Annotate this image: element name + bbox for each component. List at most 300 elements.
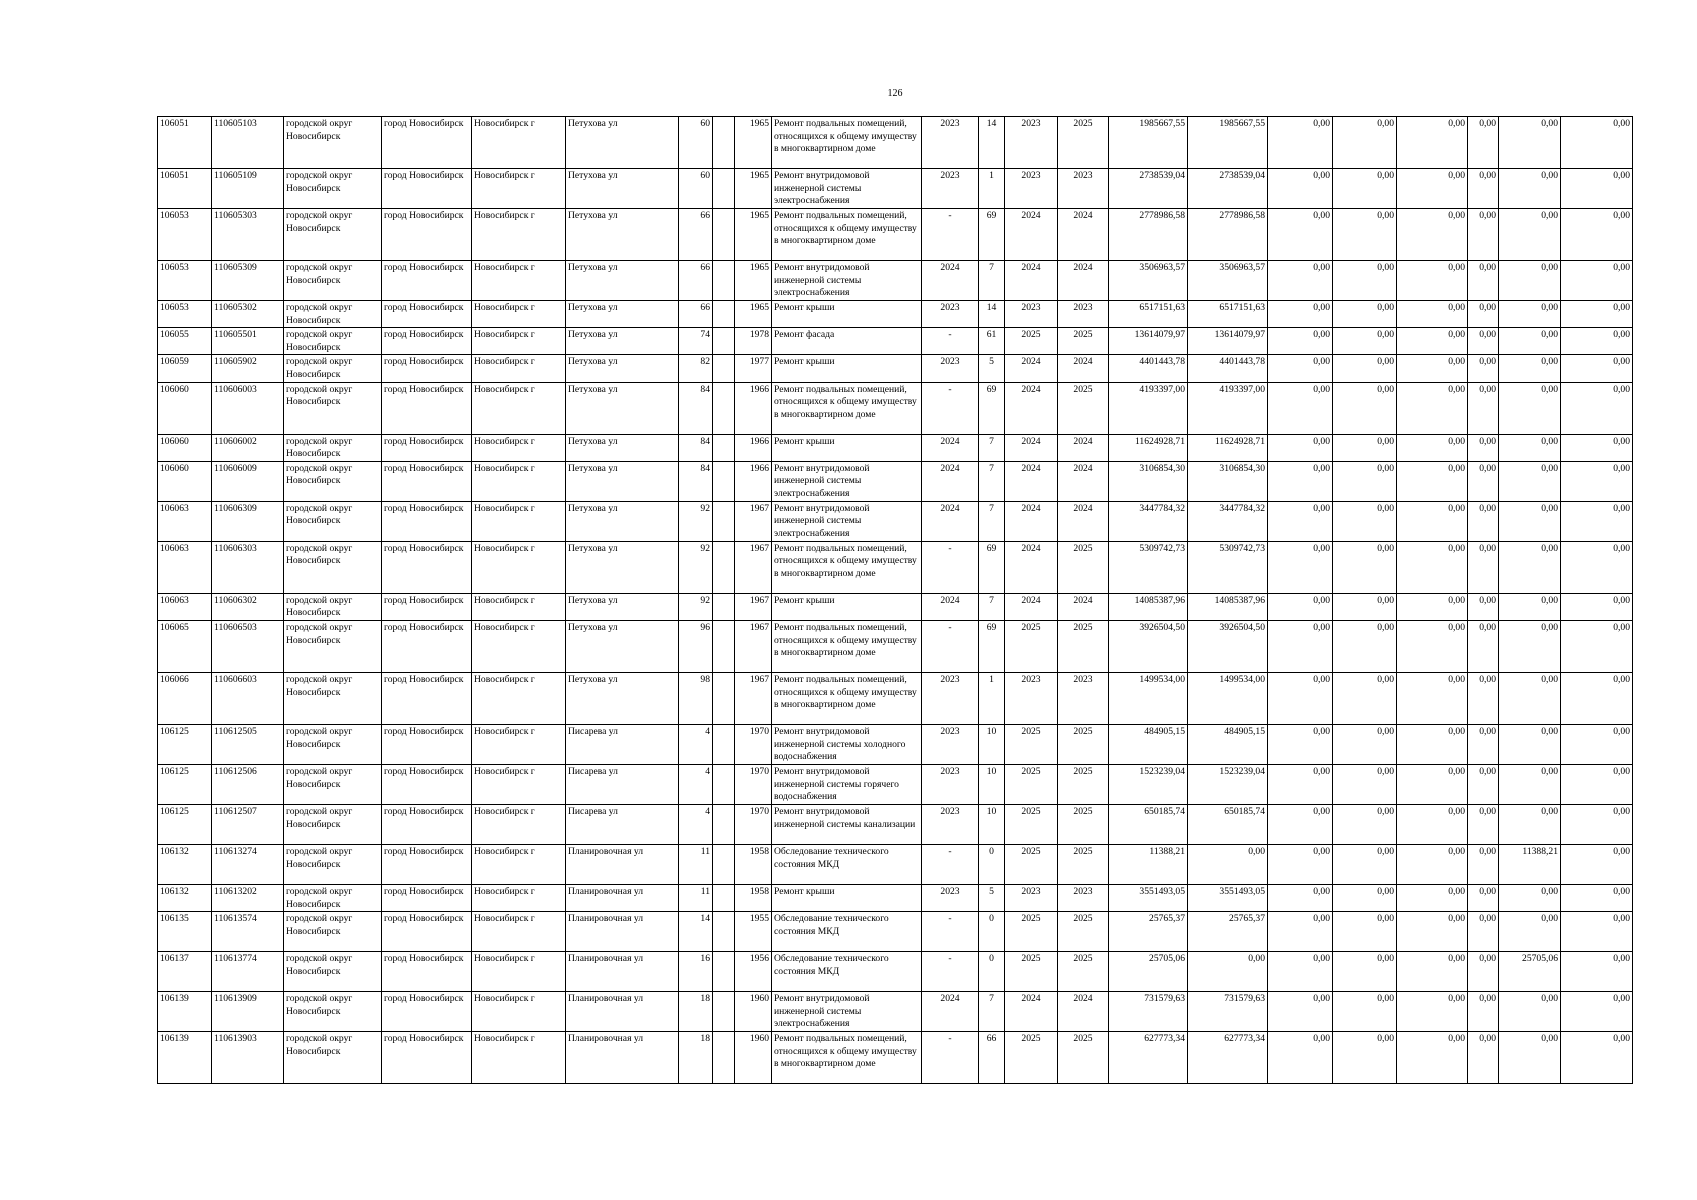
- cell-locality: Новосибирск г: [472, 328, 566, 355]
- cell-object-id: 106125: [158, 724, 212, 764]
- cell-funding-source-5: 0,00: [1499, 355, 1561, 382]
- cell-year-built: 1967: [735, 620, 772, 672]
- cell-work-code: 110605309: [212, 261, 284, 301]
- cell-street: Петухова ул: [566, 461, 679, 501]
- cell-settlement: город Новосибирск: [382, 434, 472, 461]
- cell-funding-source-3: 0,00: [1397, 209, 1468, 261]
- cell-work-type: Ремонт подвальных помещений, относящихся к общему имуществу в многоквартирном доме: [772, 620, 922, 672]
- cell-count: 10: [979, 804, 1005, 844]
- cell-funding-source-3: 0,00: [1397, 593, 1468, 620]
- cell-locality: Новосибирск г: [472, 1032, 566, 1084]
- cell-cost-owners: 484905,15: [1188, 724, 1268, 764]
- cell-year-built: 1965: [735, 169, 772, 209]
- cell-building: [713, 844, 735, 884]
- cell-funding-source-3: 0,00: [1397, 117, 1468, 169]
- cell-object-id: 106055: [158, 328, 212, 355]
- cell-funding-source-6: 0,00: [1561, 992, 1633, 1032]
- cell-funding-source-3: 0,00: [1397, 541, 1468, 593]
- cell-funding-source-4: 0,00: [1468, 952, 1499, 992]
- cell-work-code: 110613202: [212, 884, 284, 911]
- cell-funding-source-3: 0,00: [1397, 912, 1468, 952]
- cell-last-repair-year: 2023: [922, 301, 979, 328]
- cell-street: Петухова ул: [566, 169, 679, 209]
- cell-funding-source-4: 0,00: [1468, 261, 1499, 301]
- cell-funding-source-3: 0,00: [1397, 620, 1468, 672]
- cell-work-type: Ремонт подвальных помещений, относящихся к общему имуществу в многоквартирном доме: [772, 382, 922, 434]
- cell-house-number: 92: [679, 541, 713, 593]
- page-number: 126: [887, 88, 903, 99]
- cell-year-built: 1967: [735, 501, 772, 541]
- cell-street: Петухова ул: [566, 117, 679, 169]
- cell-street: Петухова ул: [566, 382, 679, 434]
- cell-settlement: город Новосибирск: [382, 804, 472, 844]
- cell-cost-owners: 627773,34: [1188, 1032, 1268, 1084]
- cell-funding-source-4: 0,00: [1468, 209, 1499, 261]
- cell-funding-source-5: 0,00: [1499, 992, 1561, 1032]
- cell-house-number: 84: [679, 434, 713, 461]
- cell-plan-end-year: 2024: [1058, 501, 1109, 541]
- cell-house-number: 66: [679, 261, 713, 301]
- cell-funding-source-4: 0,00: [1468, 355, 1499, 382]
- cell-object-id: 106063: [158, 501, 212, 541]
- cell-cost-total: 4193397,00: [1109, 382, 1188, 434]
- cell-funding-source-1: 0,00: [1268, 620, 1333, 672]
- cell-plan-start-year: 2025: [1005, 952, 1058, 992]
- cell-locality: Новосибирск г: [472, 355, 566, 382]
- cell-building: [713, 593, 735, 620]
- cell-year-built: 1966: [735, 461, 772, 501]
- cell-funding-source-3: 0,00: [1397, 501, 1468, 541]
- cell-year-built: 1967: [735, 541, 772, 593]
- cell-year-built: 1967: [735, 672, 772, 724]
- cell-street: Планировочная ул: [566, 912, 679, 952]
- cell-funding-source-6: 0,00: [1561, 461, 1633, 501]
- cell-building: [713, 764, 735, 804]
- table-row: [158, 804, 1633, 844]
- cell-work-type: Ремонт крыши: [772, 355, 922, 382]
- cell-work-code: 110605902: [212, 355, 284, 382]
- cell-funding-source-5: 0,00: [1499, 261, 1561, 301]
- cell-funding-source-6: 0,00: [1561, 501, 1633, 541]
- cell-locality: Новосибирск г: [472, 501, 566, 541]
- cell-locality: Новосибирск г: [472, 117, 566, 169]
- table-row: [158, 461, 1633, 501]
- cell-district: городской округ Новосибирск: [284, 1032, 382, 1084]
- cell-locality: Новосибирск г: [472, 434, 566, 461]
- cell-plan-end-year: 2025: [1058, 724, 1109, 764]
- cell-funding-source-4: 0,00: [1468, 434, 1499, 461]
- cell-cost-owners: 5309742,73: [1188, 541, 1268, 593]
- cell-cost-total: 4401443,78: [1109, 355, 1188, 382]
- cell-cost-total: 731579,63: [1109, 992, 1188, 1032]
- cell-plan-start-year: 2025: [1005, 620, 1058, 672]
- cell-funding-source-6: 0,00: [1561, 355, 1633, 382]
- cell-cost-total: 3447784,32: [1109, 501, 1188, 541]
- cell-cost-total: 1523239,04: [1109, 764, 1188, 804]
- cell-funding-source-5: 25705,06: [1499, 952, 1561, 992]
- cell-funding-source-5: 0,00: [1499, 209, 1561, 261]
- cell-year-built: 1966: [735, 382, 772, 434]
- cell-funding-source-6: 0,00: [1561, 328, 1633, 355]
- cell-house-number: 60: [679, 169, 713, 209]
- cell-last-repair-year: 2023: [922, 117, 979, 169]
- cell-house-number: 16: [679, 952, 713, 992]
- cell-funding-source-2: 0,00: [1333, 912, 1397, 952]
- cell-funding-source-1: 0,00: [1268, 764, 1333, 804]
- cell-funding-source-6: 0,00: [1561, 209, 1633, 261]
- cell-funding-source-4: 0,00: [1468, 541, 1499, 593]
- cell-work-type: Ремонт подвальных помещений, относящихся к общему имуществу в многоквартирном доме: [772, 672, 922, 724]
- cell-year-built: 1977: [735, 355, 772, 382]
- cell-funding-source-6: 0,00: [1561, 117, 1633, 169]
- table-row: [158, 301, 1633, 328]
- cell-funding-source-5: 0,00: [1499, 912, 1561, 952]
- cell-count: 69: [979, 209, 1005, 261]
- cell-funding-source-5: 0,00: [1499, 301, 1561, 328]
- table-row: [158, 593, 1633, 620]
- cell-settlement: город Новосибирск: [382, 1032, 472, 1084]
- cell-last-repair-year: 2024: [922, 434, 979, 461]
- cell-plan-end-year: 2025: [1058, 804, 1109, 844]
- cell-funding-source-2: 0,00: [1333, 501, 1397, 541]
- cell-house-number: 82: [679, 355, 713, 382]
- cell-funding-source-1: 0,00: [1268, 461, 1333, 501]
- cell-district: городской округ Новосибирск: [284, 804, 382, 844]
- cell-district: городской округ Новосибирск: [284, 672, 382, 724]
- cell-funding-source-4: 0,00: [1468, 764, 1499, 804]
- cell-plan-end-year: 2025: [1058, 764, 1109, 804]
- cell-work-type: Ремонт подвальных помещений, относящихся к общему имуществу в многоквартирном доме: [772, 117, 922, 169]
- cell-settlement: город Новосибирск: [382, 912, 472, 952]
- cell-street: Петухова ул: [566, 209, 679, 261]
- cell-work-type: Ремонт крыши: [772, 884, 922, 911]
- cell-count: 10: [979, 724, 1005, 764]
- cell-locality: Новосибирск г: [472, 912, 566, 952]
- cell-funding-source-1: 0,00: [1268, 724, 1333, 764]
- cell-locality: Новосибирск г: [472, 620, 566, 672]
- cell-funding-source-4: 0,00: [1468, 992, 1499, 1032]
- cell-funding-source-2: 0,00: [1333, 992, 1397, 1032]
- cell-plan-start-year: 2025: [1005, 804, 1058, 844]
- cell-house-number: 92: [679, 501, 713, 541]
- cell-funding-source-6: 0,00: [1561, 884, 1633, 911]
- cell-funding-source-1: 0,00: [1268, 117, 1333, 169]
- cell-locality: Новосибирск г: [472, 804, 566, 844]
- cell-settlement: город Новосибирск: [382, 301, 472, 328]
- cell-funding-source-2: 0,00: [1333, 328, 1397, 355]
- cell-last-repair-year: 2024: [922, 461, 979, 501]
- cell-count: 7: [979, 593, 1005, 620]
- cell-work-type: Обследование технического состояния МКД: [772, 844, 922, 884]
- cell-funding-source-1: 0,00: [1268, 261, 1333, 301]
- cell-funding-source-4: 0,00: [1468, 804, 1499, 844]
- cell-funding-source-2: 0,00: [1333, 541, 1397, 593]
- cell-funding-source-4: 0,00: [1468, 884, 1499, 911]
- cell-funding-source-1: 0,00: [1268, 593, 1333, 620]
- cell-last-repair-year: 2024: [922, 992, 979, 1032]
- cell-building: [713, 992, 735, 1032]
- cell-cost-total: 11624928,71: [1109, 434, 1188, 461]
- cell-street: Петухова ул: [566, 261, 679, 301]
- cell-funding-source-3: 0,00: [1397, 672, 1468, 724]
- cell-house-number: 11: [679, 884, 713, 911]
- cell-street: Планировочная ул: [566, 1032, 679, 1084]
- cell-district: городской округ Новосибирск: [284, 434, 382, 461]
- cell-street: Петухова ул: [566, 301, 679, 328]
- cell-building: [713, 434, 735, 461]
- cell-funding-source-4: 0,00: [1468, 620, 1499, 672]
- cell-funding-source-5: 11388,21: [1499, 844, 1561, 884]
- cell-street: Планировочная ул: [566, 844, 679, 884]
- cell-locality: Новосибирск г: [472, 209, 566, 261]
- cell-funding-source-6: 0,00: [1561, 301, 1633, 328]
- cell-plan-end-year: 2025: [1058, 382, 1109, 434]
- cell-plan-start-year: 2024: [1005, 593, 1058, 620]
- cell-object-id: 106132: [158, 844, 212, 884]
- cell-funding-source-5: 0,00: [1499, 764, 1561, 804]
- cell-plan-end-year: 2024: [1058, 593, 1109, 620]
- table-row: [158, 992, 1633, 1032]
- cell-funding-source-6: 0,00: [1561, 541, 1633, 593]
- table-row: [158, 541, 1633, 593]
- cell-cost-owners: 6517151,63: [1188, 301, 1268, 328]
- cell-funding-source-3: 0,00: [1397, 169, 1468, 209]
- cell-object-id: 106059: [158, 355, 212, 382]
- cell-street: Петухова ул: [566, 593, 679, 620]
- cell-plan-end-year: 2023: [1058, 169, 1109, 209]
- cell-cost-owners: 650185,74: [1188, 804, 1268, 844]
- cell-settlement: город Новосибирск: [382, 593, 472, 620]
- cell-funding-source-3: 0,00: [1397, 261, 1468, 301]
- cell-funding-source-4: 0,00: [1468, 724, 1499, 764]
- cell-funding-source-6: 0,00: [1561, 952, 1633, 992]
- cell-house-number: 18: [679, 992, 713, 1032]
- cell-cost-owners: 13614079,97: [1188, 328, 1268, 355]
- cell-building: [713, 912, 735, 952]
- cell-plan-start-year: 2025: [1005, 328, 1058, 355]
- cell-work-code: 110613574: [212, 912, 284, 952]
- table-row: [158, 764, 1633, 804]
- cell-plan-end-year: 2025: [1058, 844, 1109, 884]
- cell-work-type: Ремонт крыши: [772, 593, 922, 620]
- cell-funding-source-2: 0,00: [1333, 461, 1397, 501]
- cell-locality: Новосибирск г: [472, 844, 566, 884]
- cell-work-type: Ремонт внутридомовой инженерной системы электроснабжения: [772, 501, 922, 541]
- table-row: [158, 912, 1633, 952]
- cell-cost-total: 3506963,57: [1109, 261, 1188, 301]
- cell-funding-source-2: 0,00: [1333, 672, 1397, 724]
- cell-work-code: 110606003: [212, 382, 284, 434]
- cell-count: 0: [979, 844, 1005, 884]
- cell-house-number: 84: [679, 461, 713, 501]
- cell-cost-total: 1985667,55: [1109, 117, 1188, 169]
- cell-work-type: Ремонт внутридомовой инженерной системы электроснабжения: [772, 169, 922, 209]
- cell-object-id: 106132: [158, 884, 212, 911]
- cell-count: 7: [979, 992, 1005, 1032]
- cell-object-id: 106063: [158, 593, 212, 620]
- cell-funding-source-5: 0,00: [1499, 461, 1561, 501]
- cell-funding-source-2: 0,00: [1333, 724, 1397, 764]
- cell-house-number: 60: [679, 117, 713, 169]
- cell-settlement: город Новосибирск: [382, 541, 472, 593]
- cell-funding-source-1: 0,00: [1268, 912, 1333, 952]
- cell-cost-owners: 0,00: [1188, 952, 1268, 992]
- cell-plan-end-year: 2025: [1058, 620, 1109, 672]
- cell-building: [713, 328, 735, 355]
- cell-year-built: 1958: [735, 844, 772, 884]
- cell-house-number: 66: [679, 209, 713, 261]
- cell-funding-source-2: 0,00: [1333, 884, 1397, 911]
- cell-work-type: Ремонт подвальных помещений, относящихся к общему имуществу в многоквартирном доме: [772, 541, 922, 593]
- table-row: [158, 261, 1633, 301]
- cell-object-id: 106125: [158, 764, 212, 804]
- cell-house-number: 18: [679, 1032, 713, 1084]
- cell-house-number: 84: [679, 382, 713, 434]
- cell-funding-source-4: 0,00: [1468, 117, 1499, 169]
- cell-plan-end-year: 2025: [1058, 1032, 1109, 1084]
- cell-work-code: 110613274: [212, 844, 284, 884]
- cell-work-type: Ремонт внутридомовой инженерной системы электроснабжения: [772, 461, 922, 501]
- cell-funding-source-1: 0,00: [1268, 169, 1333, 209]
- cell-year-built: 1967: [735, 593, 772, 620]
- cell-house-number: 66: [679, 301, 713, 328]
- cell-plan-end-year: 2025: [1058, 541, 1109, 593]
- cell-district: городской округ Новосибирск: [284, 382, 382, 434]
- cell-funding-source-2: 0,00: [1333, 382, 1397, 434]
- cell-building: [713, 804, 735, 844]
- cell-district: городской округ Новосибирск: [284, 541, 382, 593]
- cell-count: 10: [979, 764, 1005, 804]
- cell-plan-start-year: 2025: [1005, 764, 1058, 804]
- cell-plan-start-year: 2024: [1005, 209, 1058, 261]
- cell-plan-start-year: 2023: [1005, 169, 1058, 209]
- cell-locality: Новосибирск г: [472, 382, 566, 434]
- table-row: [158, 355, 1633, 382]
- cell-last-repair-year: 2023: [922, 804, 979, 844]
- cell-count: 69: [979, 620, 1005, 672]
- cell-locality: Новосибирск г: [472, 672, 566, 724]
- cell-cost-total: 2738539,04: [1109, 169, 1188, 209]
- cell-funding-source-4: 0,00: [1468, 593, 1499, 620]
- cell-work-type: Ремонт крыши: [772, 301, 922, 328]
- cell-count: 0: [979, 912, 1005, 952]
- cell-house-number: 4: [679, 724, 713, 764]
- cell-year-built: 1958: [735, 884, 772, 911]
- cell-plan-end-year: 2023: [1058, 301, 1109, 328]
- cell-plan-end-year: 2024: [1058, 355, 1109, 382]
- cell-last-repair-year: 2023: [922, 355, 979, 382]
- cell-settlement: город Новосибирск: [382, 501, 472, 541]
- cell-cost-owners: 2738539,04: [1188, 169, 1268, 209]
- cell-street: Петухова ул: [566, 434, 679, 461]
- cell-plan-end-year: 2023: [1058, 884, 1109, 911]
- cell-street: Петухова ул: [566, 620, 679, 672]
- cell-locality: Новосибирск г: [472, 541, 566, 593]
- cell-cost-total: 484905,15: [1109, 724, 1188, 764]
- cell-district: городской округ Новосибирск: [284, 328, 382, 355]
- cell-funding-source-6: 0,00: [1561, 912, 1633, 952]
- cell-work-code: 110612507: [212, 804, 284, 844]
- cell-funding-source-1: 0,00: [1268, 328, 1333, 355]
- cell-district: городской округ Новосибирск: [284, 593, 382, 620]
- cell-funding-source-1: 0,00: [1268, 844, 1333, 884]
- cell-funding-source-1: 0,00: [1268, 382, 1333, 434]
- cell-funding-source-4: 0,00: [1468, 382, 1499, 434]
- cell-district: городской округ Новосибирск: [284, 209, 382, 261]
- cell-district: городской округ Новосибирск: [284, 501, 382, 541]
- cell-funding-source-5: 0,00: [1499, 328, 1561, 355]
- cell-plan-end-year: 2025: [1058, 117, 1109, 169]
- cell-funding-source-2: 0,00: [1333, 261, 1397, 301]
- cell-work-code: 110605103: [212, 117, 284, 169]
- cell-building: [713, 382, 735, 434]
- cell-object-id: 106063: [158, 541, 212, 593]
- cell-last-repair-year: -: [922, 541, 979, 593]
- cell-count: 69: [979, 382, 1005, 434]
- cell-last-repair-year: 2023: [922, 764, 979, 804]
- cell-house-number: 74: [679, 328, 713, 355]
- cell-funding-source-3: 0,00: [1397, 724, 1468, 764]
- cell-work-type: Ремонт внутридомовой инженерной системы горячего водоснабжения: [772, 764, 922, 804]
- cell-object-id: 106125: [158, 804, 212, 844]
- cell-object-id: 106137: [158, 952, 212, 992]
- cell-plan-end-year: 2024: [1058, 209, 1109, 261]
- cell-funding-source-4: 0,00: [1468, 501, 1499, 541]
- cell-locality: Новосибирск г: [472, 169, 566, 209]
- cell-funding-source-6: 0,00: [1561, 672, 1633, 724]
- cell-count: 5: [979, 355, 1005, 382]
- table-row: [158, 620, 1633, 672]
- table-row: [158, 1032, 1633, 1084]
- cell-count: 7: [979, 434, 1005, 461]
- cell-plan-end-year: 2024: [1058, 434, 1109, 461]
- cell-plan-start-year: 2024: [1005, 501, 1058, 541]
- cell-plan-end-year: 2025: [1058, 328, 1109, 355]
- cell-funding-source-5: 0,00: [1499, 382, 1561, 434]
- cell-cost-total: 1499534,00: [1109, 672, 1188, 724]
- cell-funding-source-3: 0,00: [1397, 328, 1468, 355]
- cell-year-built: 1960: [735, 1032, 772, 1084]
- cell-year-built: 1970: [735, 804, 772, 844]
- cell-settlement: город Новосибирск: [382, 620, 472, 672]
- cell-work-code: 110613774: [212, 952, 284, 992]
- cell-plan-start-year: 2024: [1005, 992, 1058, 1032]
- cell-district: городской округ Новосибирск: [284, 724, 382, 764]
- cell-object-id: 106060: [158, 461, 212, 501]
- cell-work-code: 110606009: [212, 461, 284, 501]
- cell-cost-total: 627773,34: [1109, 1032, 1188, 1084]
- cell-funding-source-1: 0,00: [1268, 355, 1333, 382]
- cell-count: 1: [979, 672, 1005, 724]
- cell-cost-owners: 1499534,00: [1188, 672, 1268, 724]
- table-row: [158, 434, 1633, 461]
- cell-funding-source-6: 0,00: [1561, 844, 1633, 884]
- cell-work-code: 110612506: [212, 764, 284, 804]
- cell-settlement: город Новосибирск: [382, 382, 472, 434]
- cell-count: 7: [979, 261, 1005, 301]
- cell-locality: Новосибирск г: [472, 301, 566, 328]
- cell-building: [713, 884, 735, 911]
- cell-work-code: 110605109: [212, 169, 284, 209]
- table-row: [158, 884, 1633, 911]
- cell-last-repair-year: 2024: [922, 501, 979, 541]
- cell-count: 7: [979, 501, 1005, 541]
- cell-object-id: 106060: [158, 434, 212, 461]
- cell-work-code: 110606303: [212, 541, 284, 593]
- cell-settlement: город Новосибирск: [382, 355, 472, 382]
- cell-funding-source-2: 0,00: [1333, 764, 1397, 804]
- cell-object-id: 106053: [158, 301, 212, 328]
